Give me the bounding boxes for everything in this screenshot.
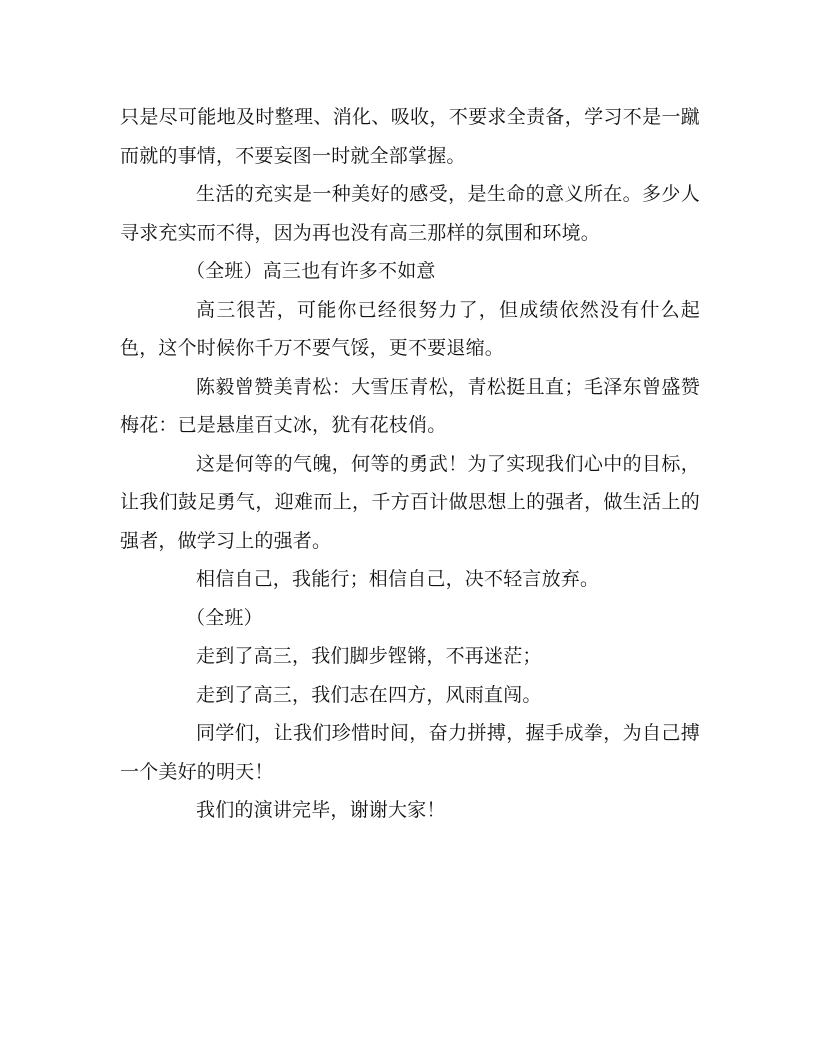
paragraph-call-to-action: 同学们，让我们珍惜时间，奋力拼搏，握手成拳，为自己搏一个美好的明天！ bbox=[120, 722, 700, 783]
paragraph-ambition: 走到了高三，我们志在四方，风雨直闯。 bbox=[196, 683, 542, 706]
paragraph-steps: 走到了高三，我们脚步铿锵，不再迷茫； bbox=[196, 645, 542, 667]
paragraph-class-heading-2: （全班） bbox=[186, 606, 263, 629]
paragraph-continuation: 只是尽可能地及时整理、消化、吸收，不要求全责备，学习不是一蹴而就的事情，不要妄图一时就全部掌握。 bbox=[120, 106, 700, 167]
paragraph-closing: 我们的演讲完毕，谢谢大家！ bbox=[196, 799, 446, 821]
paragraph-poem-quote: 陈毅曾赞美青松：大雪压青松，青松挺且直；毛泽东曾盛赞梅花：已是悬崖百丈冰，犹有花枝俏。 bbox=[120, 375, 700, 436]
paragraph-believe: 相信自己，我能行；相信自己，决不轻言放弃。 bbox=[196, 568, 600, 590]
paragraph-class-heading-1: （全班）高三也有许多不如意 bbox=[186, 260, 436, 282]
paragraph-hardship: 高三很苦，可能你已经很努力了，但成绩依然没有什么起色，这个时候你千万不要气馁，更不要退缩。 bbox=[120, 298, 700, 359]
paragraph-fulfillment: 生活的充实是一种美好的感受，是生命的意义所在。多少人寻求充实而不得，因为再也没有高三那样的氛围和环境。 bbox=[120, 183, 700, 244]
paragraph-courage: 这是何等的气魄，何等的勇武！为了实现我们心中的目标，让我们鼓足勇气，迎难而上，千方百计做思想上的强者，做生活上的强者，做学习上的强者。 bbox=[120, 452, 700, 552]
document-body bbox=[120, 98, 700, 830]
